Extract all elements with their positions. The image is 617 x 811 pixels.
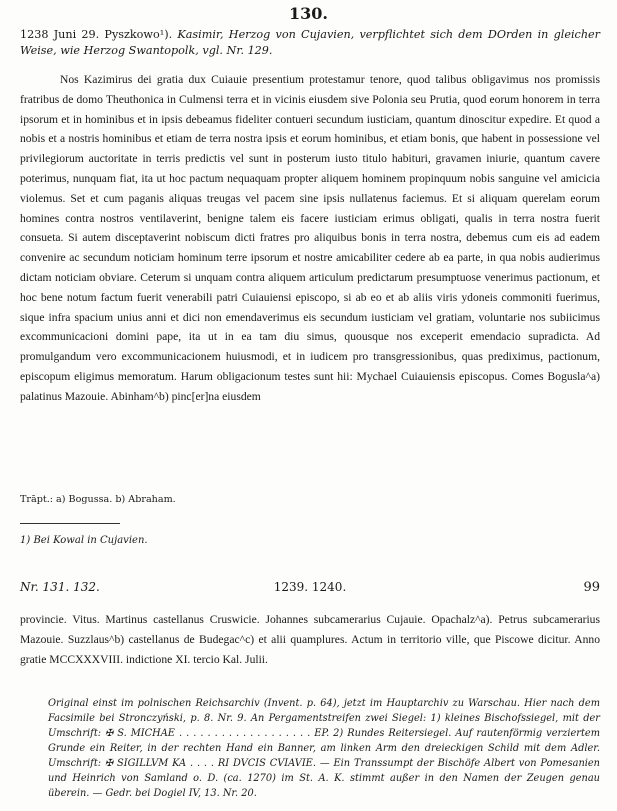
charter-continued-text: provincie. Vitus. Martinus castellanus Cruswicie. Johannes subcamerarius Cujauie. Opachalz^a). Petrus subcamerarius Mazouie. Suzzlaus^b) castellanus de Budegac^c) et alii quamplures. Actum in territorio ville, que Piscowe dicitur. Anno gratie MCCXXXVIII. indictione XI. tercio Kal. Julii. bbox=[20, 613, 600, 666]
regest-summary: Kasimir, Herzog von Cujavien, verpflichtet sich dem DOrden in gleicher Weise, wie Herzog Swantopolk, vgl. Nr. 129. bbox=[20, 28, 600, 57]
variant-notes: Trāpt.: a) Bogussa. b) Abraham. bbox=[20, 494, 176, 505]
regest-date-place: 1238 Juni 29. Pyszkowo¹). bbox=[20, 28, 173, 41]
page-number: 99 bbox=[583, 580, 600, 595]
charter-main-text: Nos Kazimirus dei gratia dux Cuiauie presentium protestamur tenore, quod talibus obligavimus nos promissis fratribus de domo Theuthonica in Culmensi terra et in vicinis eiusdem sive Polonia seu Prutia, quod eorum honorem in terra ipsorum et in hominibus et in ipsis debeamus fideliter contueri secundum iusticiam, quantum dinoscitur expedire. Et quod a nobis et a nostris hominibus et etiam de terra nostra ipsis et eorum hominibus, et etiam bonis, que habent in possessione vel privilegiorum auctoritate in terris predictis vel sunt in posterum iusto titulo habituri, gravamen iniurie, quantum cavere poterimus, nunquam fiat, ita ut hoc pactum nequaquam propter aliquem hominem propinquum nobis sanguine vel amicicia violemus. Set et cum paganis aliquas treugas vel pacem sine ipsis nullatenus faciemus. Et si aliquam querelam eorum homines contra nostros ventilaverint, benigne talem eis facere iusticiam erimus obligati, qualis in terra nostra fuerit consueta. Si autem disceptaverint nobiscum dicti fratres pro aliquibus bonis in terra nostra, debemus cum eis ad eadem convenire ac secundum noticiam hominum terre ipsorum et nostre amicabiliter cedere ab ea parte, in qua nobis audierimus dictam noticiam obviare. Ceterum si unquam contra aliquem articulum predictarum presumptuose venerimus pactionum, et hoc bene notum factum fuerit venerabili patri Cuiauiensi episcopo, si ab eo et ab aliis viris ydoneis commoniti fuerimus, sique infra spacium unius anni et dici non emendaverimus eis secundum iusticiam vel gratiam, voluntarie nos subiicimus excommunicacioni domini pape, ita ut in ea tam diu simus, quousque nos exceperit emendacio supradicta. Ad promulgandum vero excommunicacionem huiusmodi, et in iudicem pro transgressionibus, quas prediximus, pactionum, episcopum eligimus memoratum. Harum obligacionum testes sunt hii: Mychael Cuiauiensis episcopus. Comes Bogusla^a) palatinus Mazouie. Abinham^b) pinc[er]na eiusdem bbox=[20, 73, 600, 403]
source-note: Original einst im polnischen Reichsarchiv (Invent. p. 64), jetzt im Hauptarchiv zu Warschau. Hier nach dem Facsimile bei Stronczyński, p. 8. Nr. 9. An Pergamentstreifen zwei Siegel: 1) kleines Bischofssiegel, mit der Umschrift: ✠ S. MICHAE . . . . . . . . . . . . . . . . . . . EP. 2) Rundes Reitersiegel. Auf rautenförmig verziertem Grunde ein Reiter, in der rechten Hand ein Banner, am linken Arm den dreieckigen Schild mit dem Adler. Umschrift: ✠ SIGILLVM KA . . . . RI DVCIS CVIAVIE. — Ein Transsumpt der Bischöfe Albert von Pomesanien und Heinrich von Samland o. D. (ca. 1270) im St. A. K. stimmt außer in den Namen der Zeugen genau überein. — Gedr. bei Dogiel IV, 13. Nr. 20. bbox=[48, 698, 600, 799]
footnote-divider bbox=[20, 523, 120, 524]
running-header-left: Nr. 131. 132. bbox=[20, 580, 100, 594]
regest-header bbox=[20, 27, 600, 59]
footnote-1: 1) Bei Kowal in Cujavien. bbox=[20, 535, 148, 546]
document-number: 130. bbox=[289, 4, 328, 23]
running-header-center: 1239. 1240. bbox=[273, 580, 347, 594]
page-running-header bbox=[20, 580, 600, 596]
